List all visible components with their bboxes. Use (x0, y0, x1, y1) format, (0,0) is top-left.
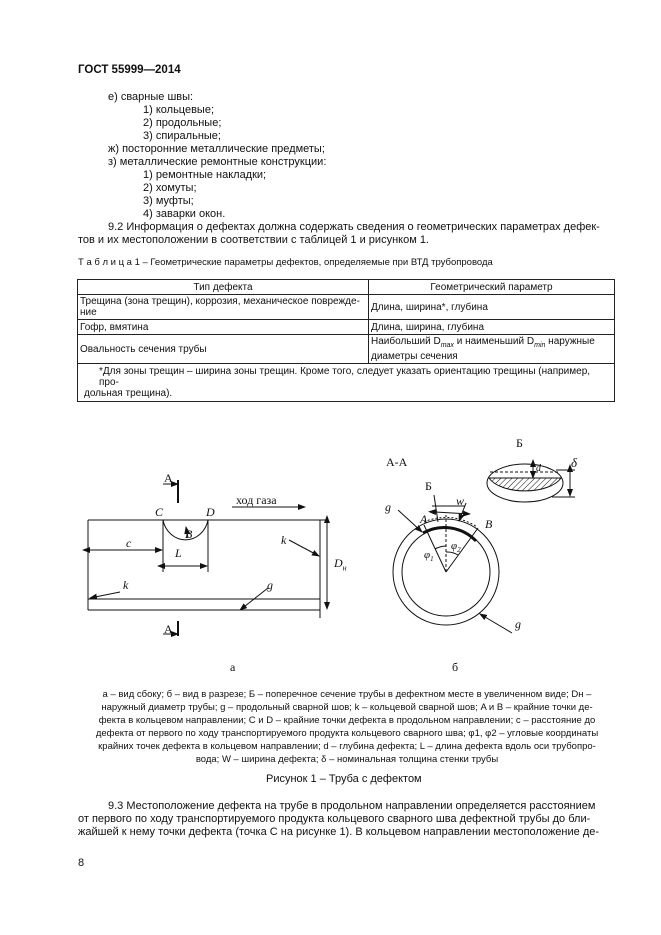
paragraph-9-3-line2: от первого по ходу транспортируемого продукта кольцевого сварного шва дефектной трубы до бли- (78, 813, 591, 825)
ring-weld-label: k (123, 578, 129, 592)
point-a-label: A (420, 512, 428, 526)
detail-callout: Б (425, 479, 432, 493)
point-d-label: D (206, 505, 215, 519)
legend-line: крайних точек дефекта в кольцевом направлении; d – глубина дефекта; L – длина дефекта вдоль оси трубопро- (98, 741, 596, 752)
ring-weld-label: k (281, 533, 287, 547)
document-id: ГОСТ 55999—2014 (78, 64, 181, 76)
point-c-label: C (155, 505, 164, 519)
list-subitem: 1) ремонтные накладки; (143, 169, 267, 181)
defect-parameters-table (77, 279, 615, 402)
table-cell: Трещина (зона трещин), коррозия, механическое повреждe- (80, 296, 360, 307)
figure-part-b-label: б (452, 660, 459, 674)
legend-line: фекта в кольцевом направлении; C и D – крайние точки дефекта в продольном направлении; c – расстояние до (98, 715, 596, 726)
paragraph-9-2-line1: 9.2 Информация о дефектах должна содержать сведения о геометрических параметрах дефек- (108, 221, 600, 233)
diameter-label (334, 556, 347, 572)
depth-label: d (536, 463, 541, 474)
table-header-param: Геометрический параметр (369, 280, 615, 295)
pipe-outer-circle (393, 519, 499, 625)
section-aa-label: А-А (386, 455, 408, 469)
point-b-label: B (485, 517, 493, 531)
cross-section (393, 464, 575, 633)
side-view (88, 480, 327, 636)
table-note-line: *Для зоны трещин – ширина зоны трещин. Кроме того, следует указать ориентацию трещины (например, про- (99, 366, 591, 388)
angle-phi1-label (424, 549, 434, 563)
cell-text: Наибольший D (371, 336, 441, 347)
paragraph-9-3-line3: жайшей к нему точки дефекта (точка C на рисунке 1). В кольцевом направлении местоположение де- (78, 826, 600, 838)
paragraph-9-3-line1: 9.3 Местоположение дефекта на трубе в продольном направлении определяется расстоянием (108, 800, 596, 812)
cell-text: наружные (545, 336, 595, 347)
subscript: max (440, 342, 454, 349)
table-row (78, 335, 615, 364)
phi-symbol: φ (424, 549, 431, 561)
list-subitem: 3) спиральные; (143, 130, 221, 142)
list-item-z: з) металлические ремонтные конструкции: (108, 156, 327, 168)
list-item-zh: ж) посторонние металлические предметы; (108, 143, 325, 155)
table-row (78, 320, 615, 335)
table-row (78, 295, 615, 320)
thickness-label: δ (571, 455, 578, 470)
distance-label: c (126, 536, 132, 550)
legend-line: вода; W – ширина дефекта; δ – номинальная толщина стенки трубы (195, 754, 499, 765)
figure-part-a-label: а (230, 660, 236, 674)
table-cell: Овальность сечения трубы (78, 335, 369, 364)
page-number: 8 (78, 857, 85, 869)
cell-text: диаметры сечения (371, 351, 458, 362)
table-cell: Длина, ширина, глубина (369, 320, 615, 335)
phi-subscript: 2 (457, 546, 461, 555)
diameter-subscript: н (342, 563, 347, 573)
figure-caption: Рисунок 1 – Труба с дефектом (266, 773, 422, 785)
width-label: w (456, 494, 465, 508)
point-b-label: B (185, 527, 193, 541)
table-note-line: дольная трещина). (84, 388, 173, 399)
length-label: L (175, 546, 182, 560)
table-cell (369, 335, 615, 364)
long-weld-label: g (267, 578, 273, 592)
long-weld-label: g (515, 617, 521, 631)
paragraph-9-2-line2: тов и их местоположении в соответствии с таблицей 1 и рисунком 1. (78, 234, 429, 246)
list-subitem: 1) кольцевые; (143, 104, 215, 116)
table-header-type: Тип дефекта (78, 280, 369, 295)
cell-text: и наименьший D (453, 336, 535, 347)
section-label-top: А (164, 471, 173, 485)
legend-line: дефекта от первого по ходу транспортируемого продукта кольцевого сварного шва; φ1, φ2 – угловые координаты (95, 728, 599, 739)
long-weld-label: g (385, 500, 391, 514)
phi-symbol: φ (451, 540, 458, 552)
list-subitem: 2) продольные; (143, 117, 222, 129)
angle-phi2-label (451, 540, 461, 554)
table-caption: Т а б л и ц а 1 – Геометрические параметры дефектов, определяемые при ВТД трубопровода (78, 257, 493, 268)
section-label-bottom: А (164, 622, 173, 636)
pipe-inner-circle (402, 528, 490, 616)
defect-zone (423, 528, 476, 541)
detail-wall-hatch (489, 478, 561, 491)
detail-ellipse (487, 464, 563, 502)
diameter-symbol: D (334, 556, 343, 570)
list-subitem: 4) заварки окон. (143, 208, 226, 220)
figure-legend (78, 688, 616, 766)
table-cell: ние (80, 307, 97, 318)
detail-b-title: Б (516, 436, 523, 450)
list-item-e: е) сварные швы: (108, 91, 194, 103)
list-subitem: 3) муфты; (143, 195, 194, 207)
table-cell: Длина, ширина*, глубина (369, 295, 615, 320)
list-subitem: 2) хомуты; (143, 182, 197, 194)
table-note (78, 364, 615, 402)
subscript: min (534, 342, 546, 349)
phi-subscript: 1 (430, 555, 434, 564)
table-cell: Гофр, вмятина (78, 320, 369, 335)
legend-line: а – вид сбоку; б – вид в разрезе; Б – поперечное сечение трубы в дефектном месте в увеличенном виде; Dн – (102, 689, 592, 700)
legend-line: наружный диаметр трубы; g – продольный сварной шов; k – кольцевой сварной шов; A и B – крайние точки де- (101, 702, 593, 713)
gas-flow-label: ход газа (236, 493, 277, 507)
